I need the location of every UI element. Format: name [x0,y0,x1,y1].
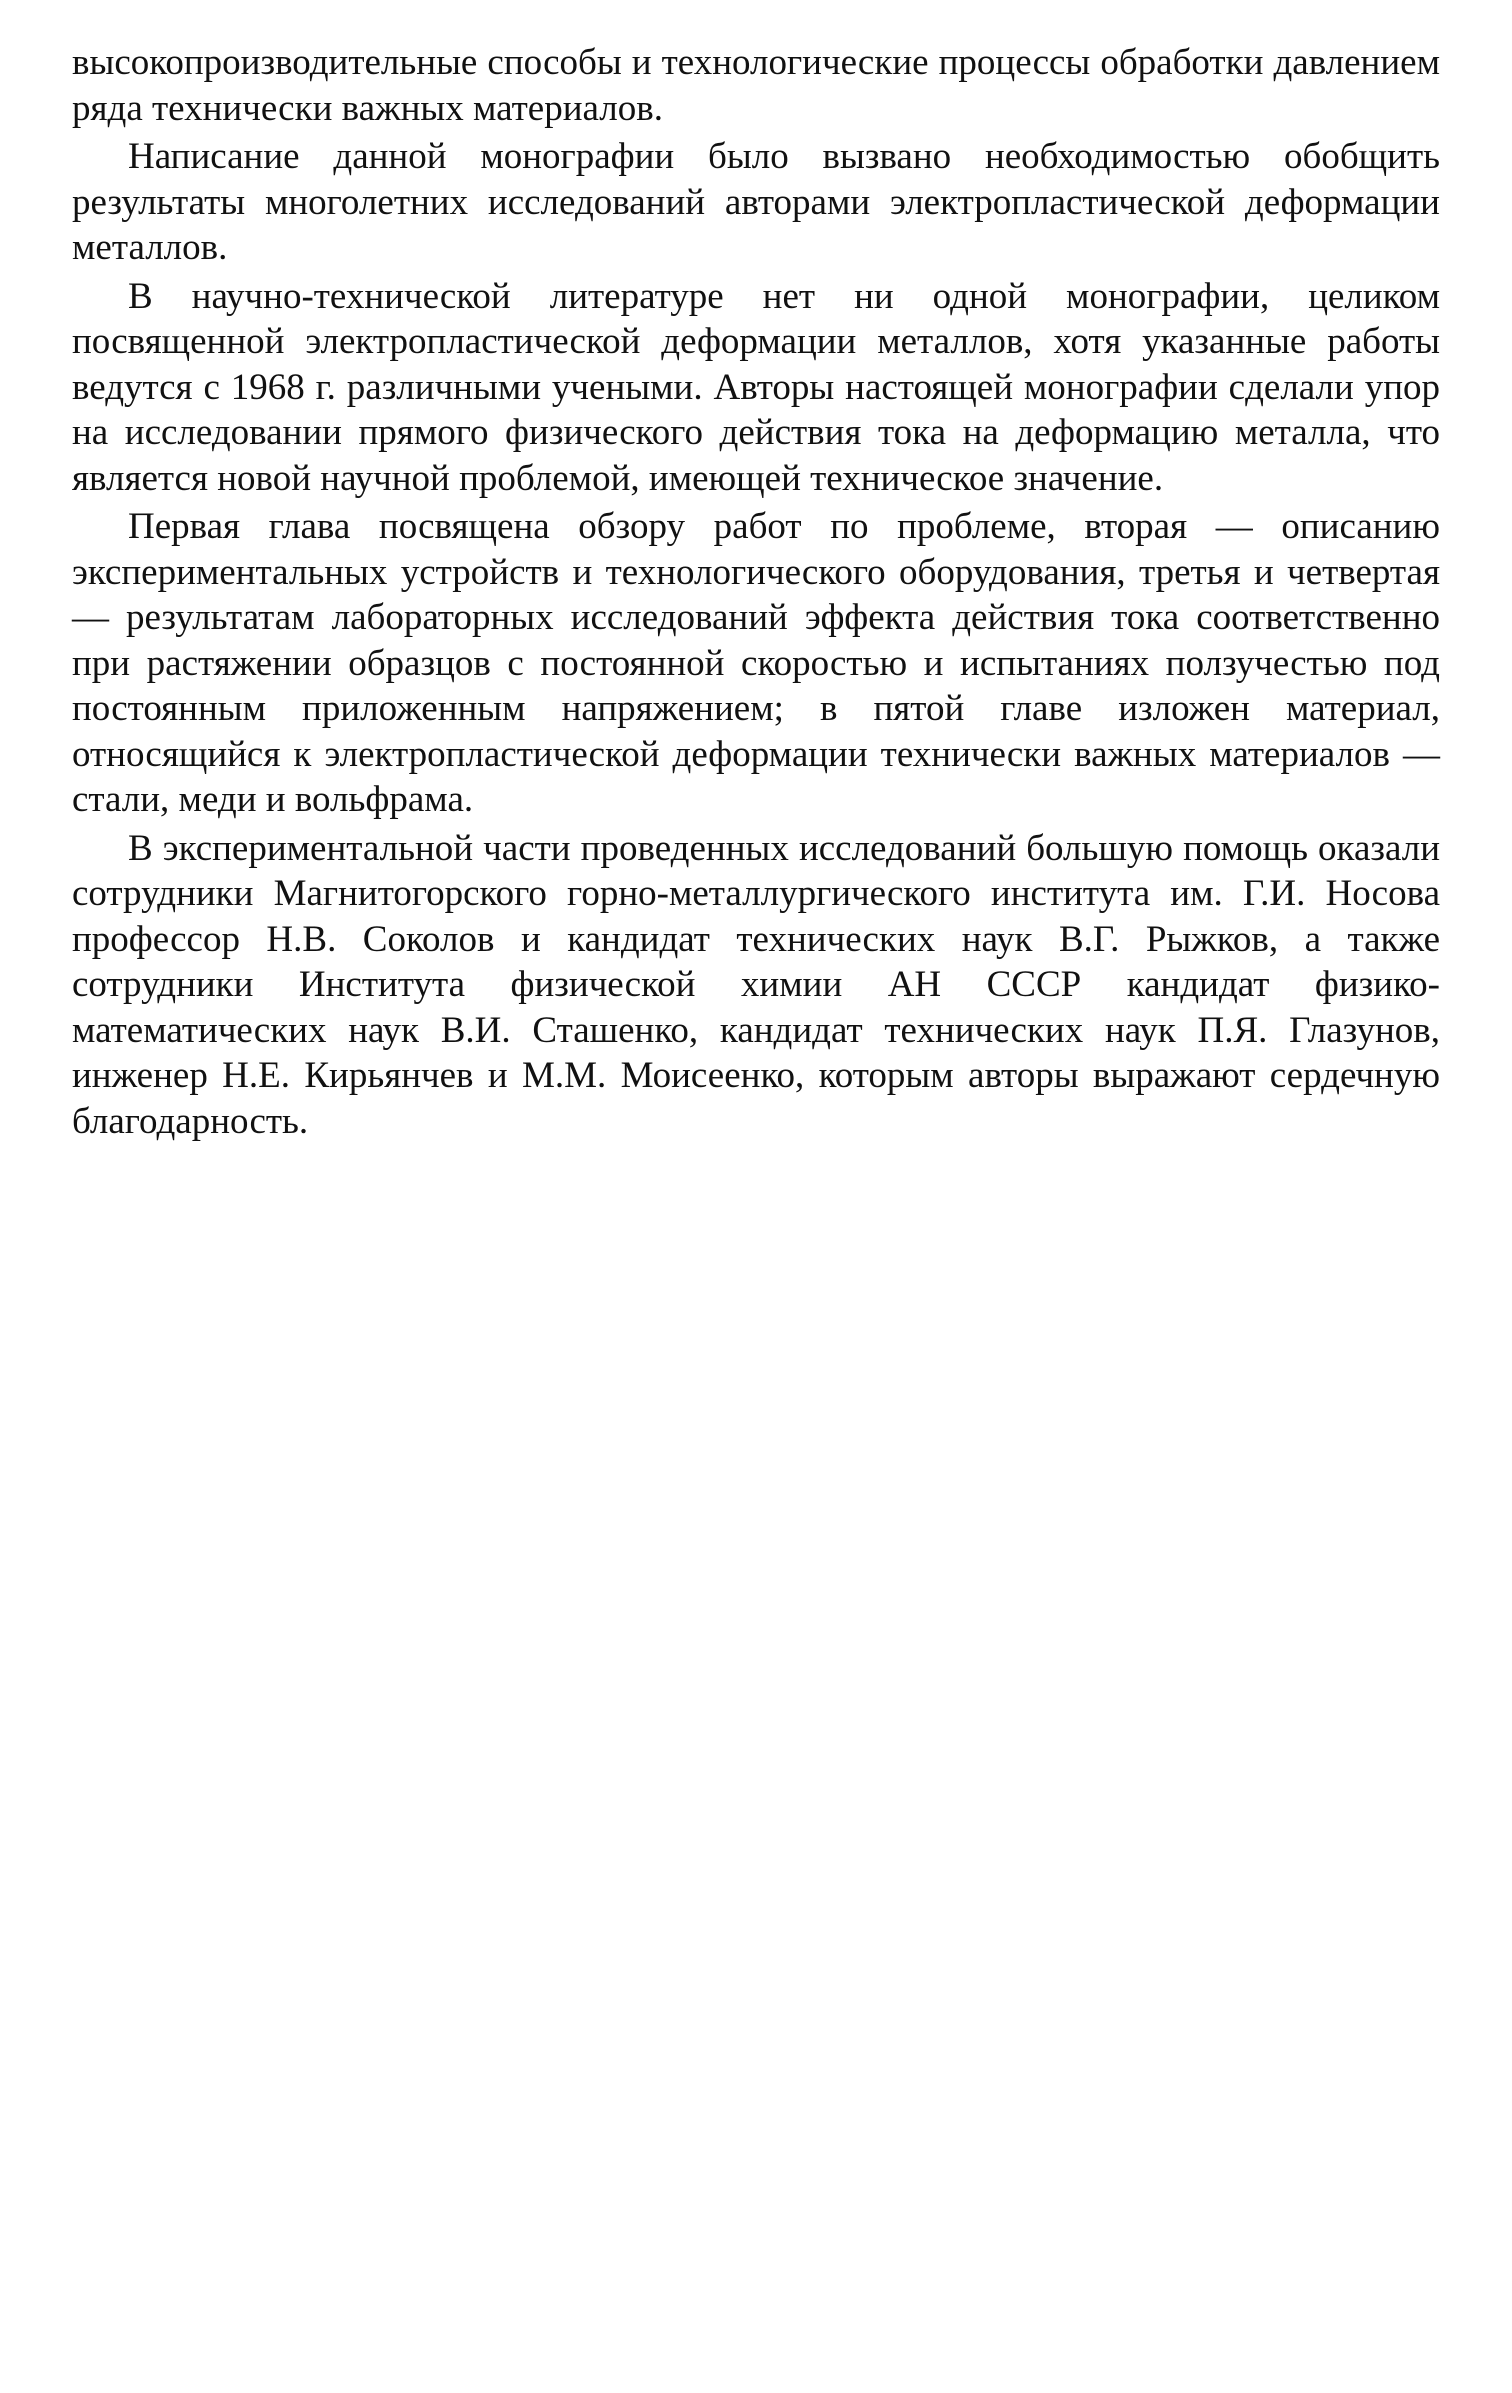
paragraph-monograph-purpose: Написание данной монографии было вызвано необходимостью обобщить результаты многолетних исследований авторами электропластической деформации металлов. [72,136,1440,268]
paragraph-literature-review: В научно-технической литературе нет ни одной монографии, целиком посвященной электропластической деформации металлов, хотя указанные работы ведутся с 1968 г. различными учеными. Авторы настоящей монографии сделали упор на исследовании прямого физического действия тока на деформацию металла, что является новой научной проблемой, имеющей техническое значение. [72,275,1440,499]
paragraph-acknowledgements: В экспериментальной части проведенных исследований большую помощь оказали сотрудники Магнитогорского горно-металлургического института им. Г.И. Носова профессор Н.В. Соколов и кандидат технических наук В.Г. Рыжков, а также сотрудники Института физической химии АН СССР кандидат физико-математических наук В.И. Сташенко, кандидат технических наук П.Я. Глазунов, инженер Н.Е. Кирьянчев и М.М. Моисеенко, которым авторы выражают сердечную благодарность. [72,827,1440,1142]
document-page [72,40,1440,1144]
paragraph-continuation: высокопроизводительные способы и технологические процессы обработки давлением ряда технически важных материалов. [72,42,1440,129]
paragraph-chapter-overview: Первая глава посвящена обзору работ по проблеме, вторая — описанию экспериментальных устройств и технологического оборудования, третья и четвертая — результатам лабораторных исследований эффекта действия тока соответственно при растяжении образцов с постоянной скоростью и испытаниях ползучестью под постоянным приложенным напряжением; в пятой главе изложен материал, относящийся к электропластической деформации технически важных материалов — стали, меди и вольфрама. [72,506,1440,820]
